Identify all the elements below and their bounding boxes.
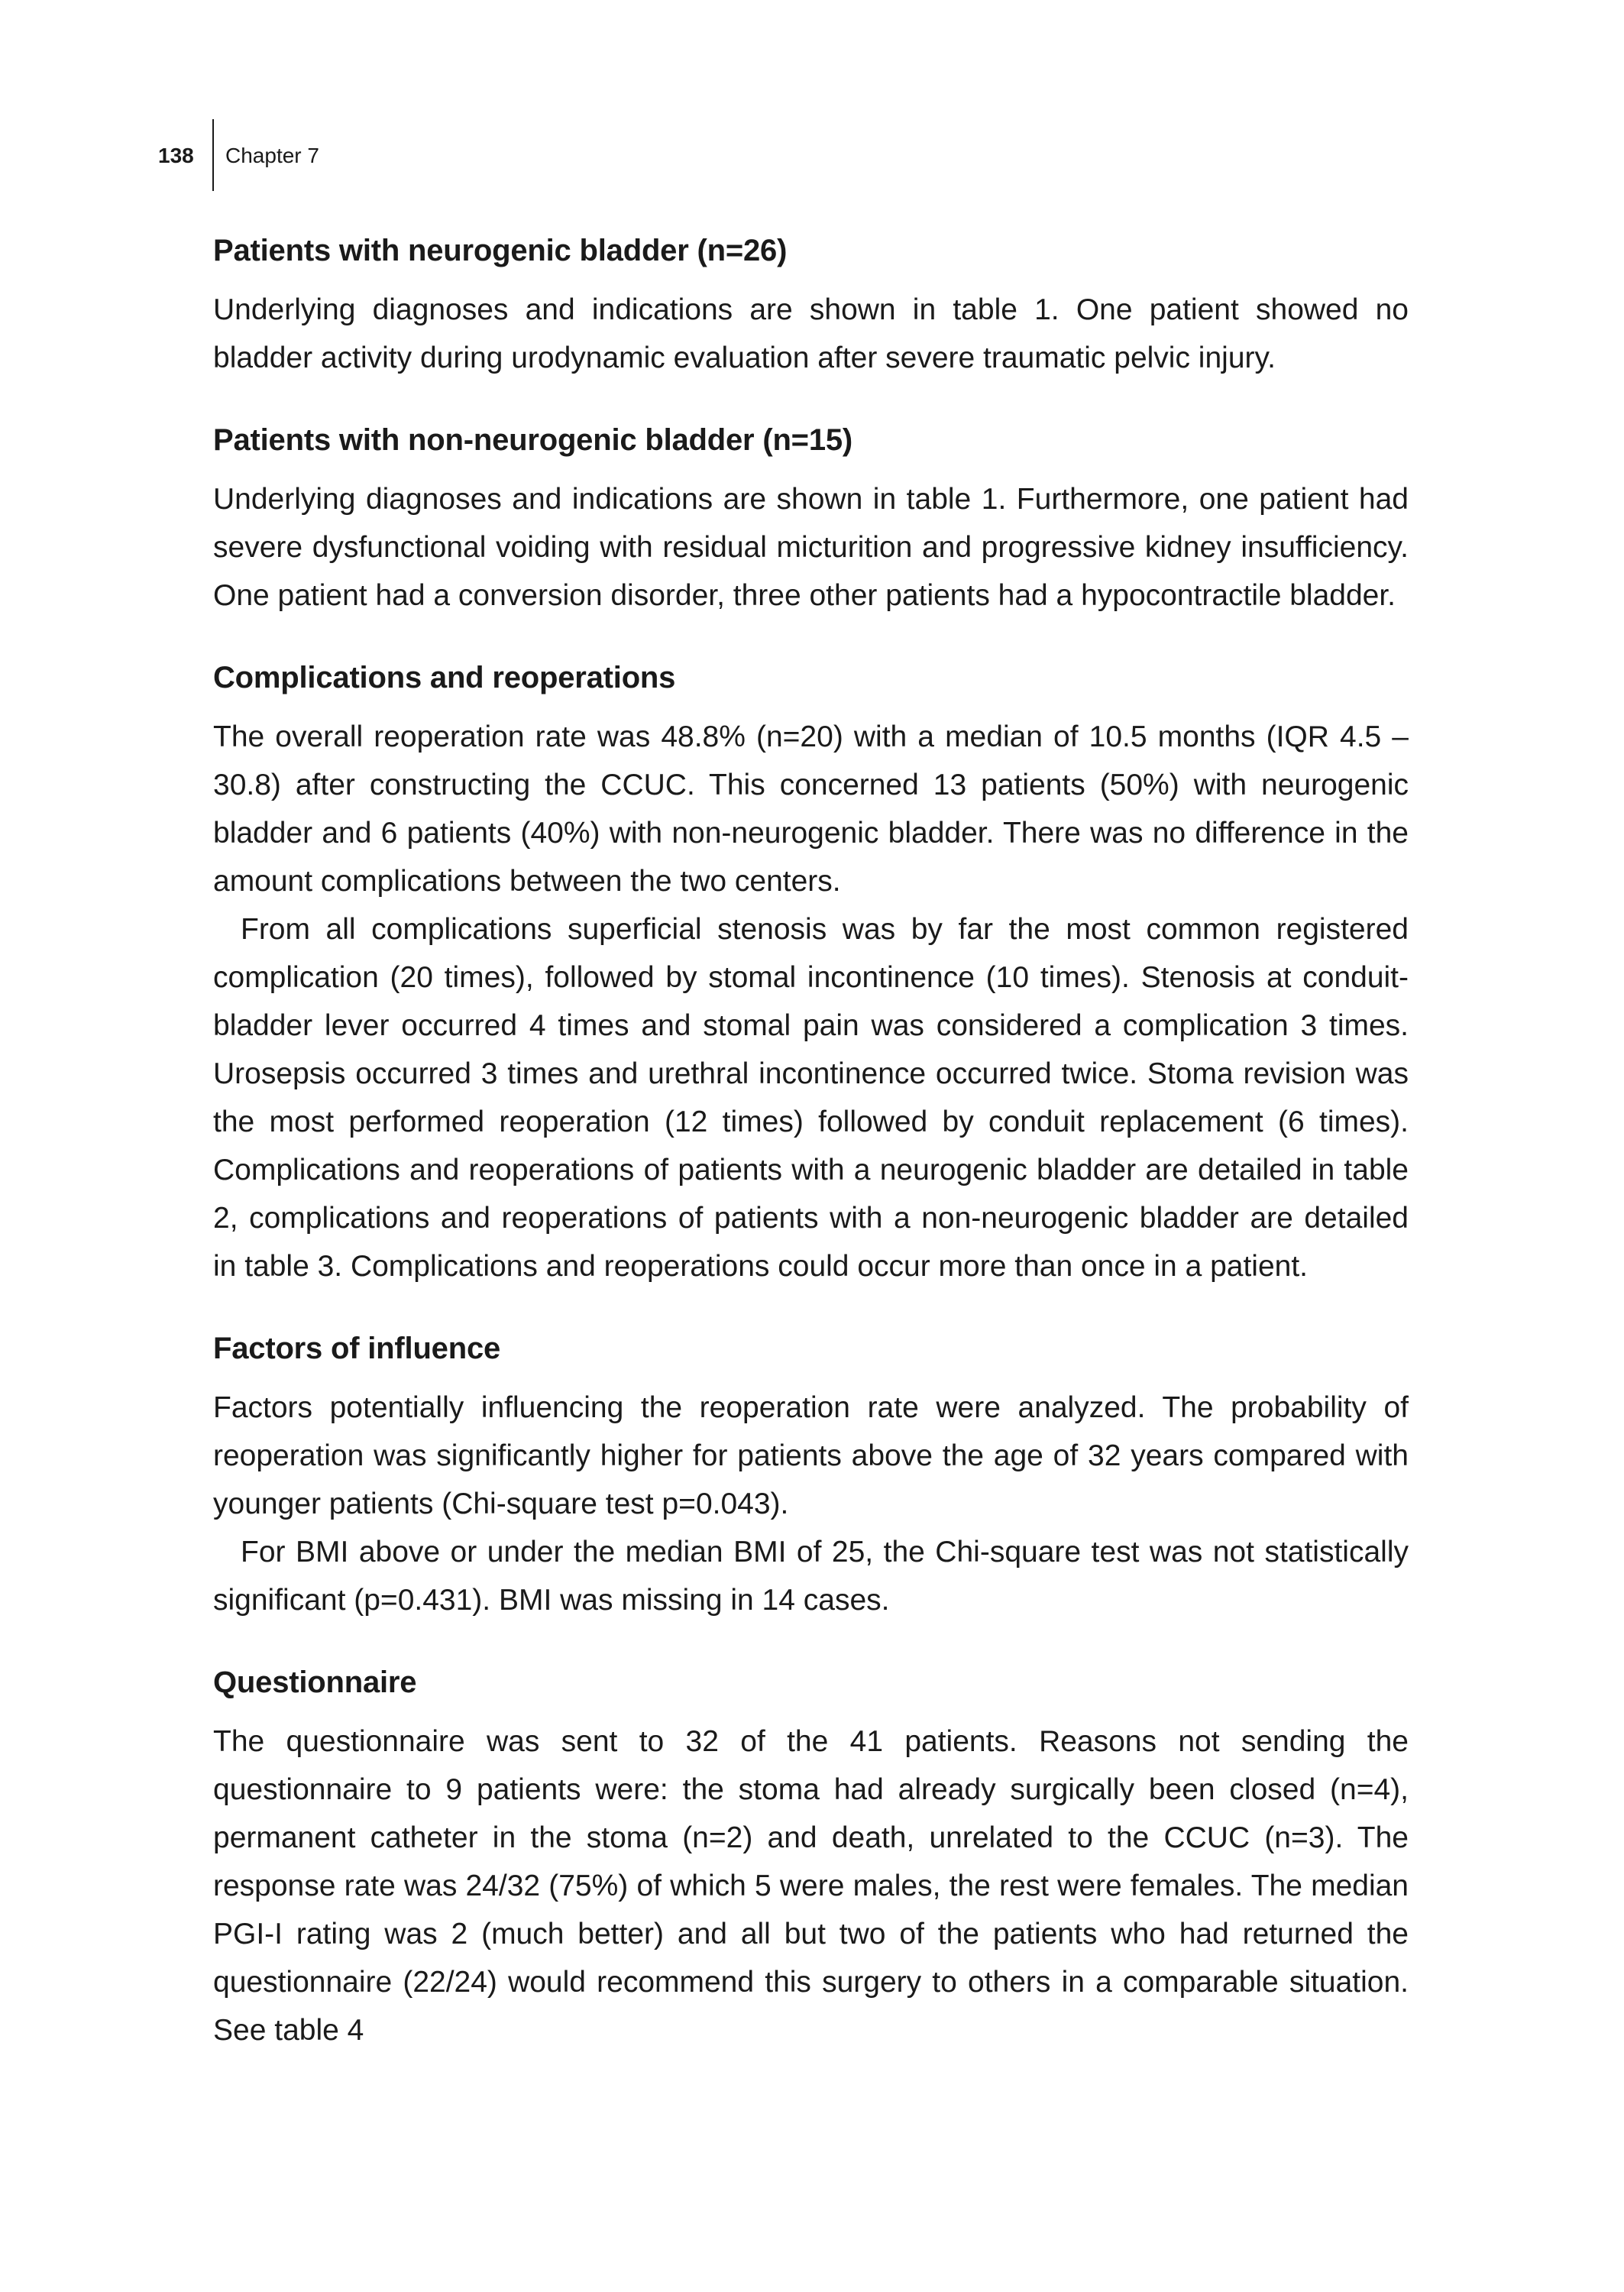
section-heading: Complications and reoperations: [213, 661, 676, 694]
section-heading: Questionnaire: [213, 1666, 417, 1699]
paragraph: Underlying diagnoses and indications are shown in table 1. One patient showed no bladder activity during urodynamic evaluation after severe traumatic pelvic injury.: [213, 293, 1409, 374]
paragraph: From all complications superficial stenosis was by far the most common registered complication (20 times), followed by stomal incontinence (10 times). Stenosis at conduit-bladder lever occurred 4 times and stomal pain was considered a complication 3 times. Urosepsis occurred 3 times and urethral incontinence occurred twice. Stoma revision was the most performed reoperation (12 times) followed by conduit replacement (6 times). Complications and reoperations of patients with a neurogenic bladder are detailed in table 2, complications and reoperations of patients with a non-neurogenic bladder are detailed in table 3. Complications and reoperations could occur more than once in a patient.: [213, 913, 1409, 1283]
section-heading: Patients with neurogenic bladder (n=26): [213, 234, 788, 267]
running-head: [0, 119, 1624, 191]
page-body: [213, 229, 1409, 2091]
section-complications-reoperations: [213, 656, 1409, 1290]
paragraph: The questionnaire was sent to 32 of the 41 patients. Reasons not sending the questionnaire to 9 patients were: the stoma had already surgically been closed (n=4), permanent catheter in the stoma (n=2) and death, unrelated to the CCUC (n=3). The response rate was 24/32 (75%) of which 5 were males, the rest were females. The median PGI-I rating was 2 (much better) and all but two of the patients who had returned the questionnaire (22/24) would recommend this surgery to others in a comparable situation. See table 4: [213, 1725, 1409, 2047]
section-questionnaire: [213, 1661, 1409, 2054]
paragraph: For BMI above or under the median BMI of 25, the Chi-square test was not statistically significant (p=0.431). BMI was missing in 14 cases.: [213, 1536, 1409, 1617]
header-divider: [212, 119, 214, 191]
section-factors-of-influence: [213, 1327, 1409, 1624]
section-non-neurogenic-bladder: [213, 419, 1409, 620]
page-number: 138: [158, 144, 194, 167]
section-heading: Factors of influence: [213, 1332, 501, 1365]
paragraph: Underlying diagnoses and indications are shown in table 1. Furthermore, one patient had severe dysfunctional voiding with residual micturition and progressive kidney insufficiency. One patient had a conversion disorder, three other patients had a hypocontractile bladder.: [213, 483, 1409, 612]
section-heading: Patients with non-neurogenic bladder (n=15): [213, 423, 853, 457]
chapter-label: Chapter 7: [225, 144, 319, 167]
paragraph: Factors potentially influencing the reoperation rate were analyzed. The probability of reoperation was significantly higher for patients above the age of 32 years compared with younger patients (Chi-square test p=0.043).: [213, 1391, 1409, 1520]
paragraph: The overall reoperation rate was 48.8% (n=20) with a median of 10.5 months (IQR 4.5 – 30.8) after constructing the CCUC. This concerned 13 patients (50%) with neurogenic bladder and 6 patients (40%) with non-neurogenic bladder. There was no difference in the amount complications between the two centers.: [213, 720, 1409, 898]
section-neurogenic-bladder: [213, 229, 1409, 382]
